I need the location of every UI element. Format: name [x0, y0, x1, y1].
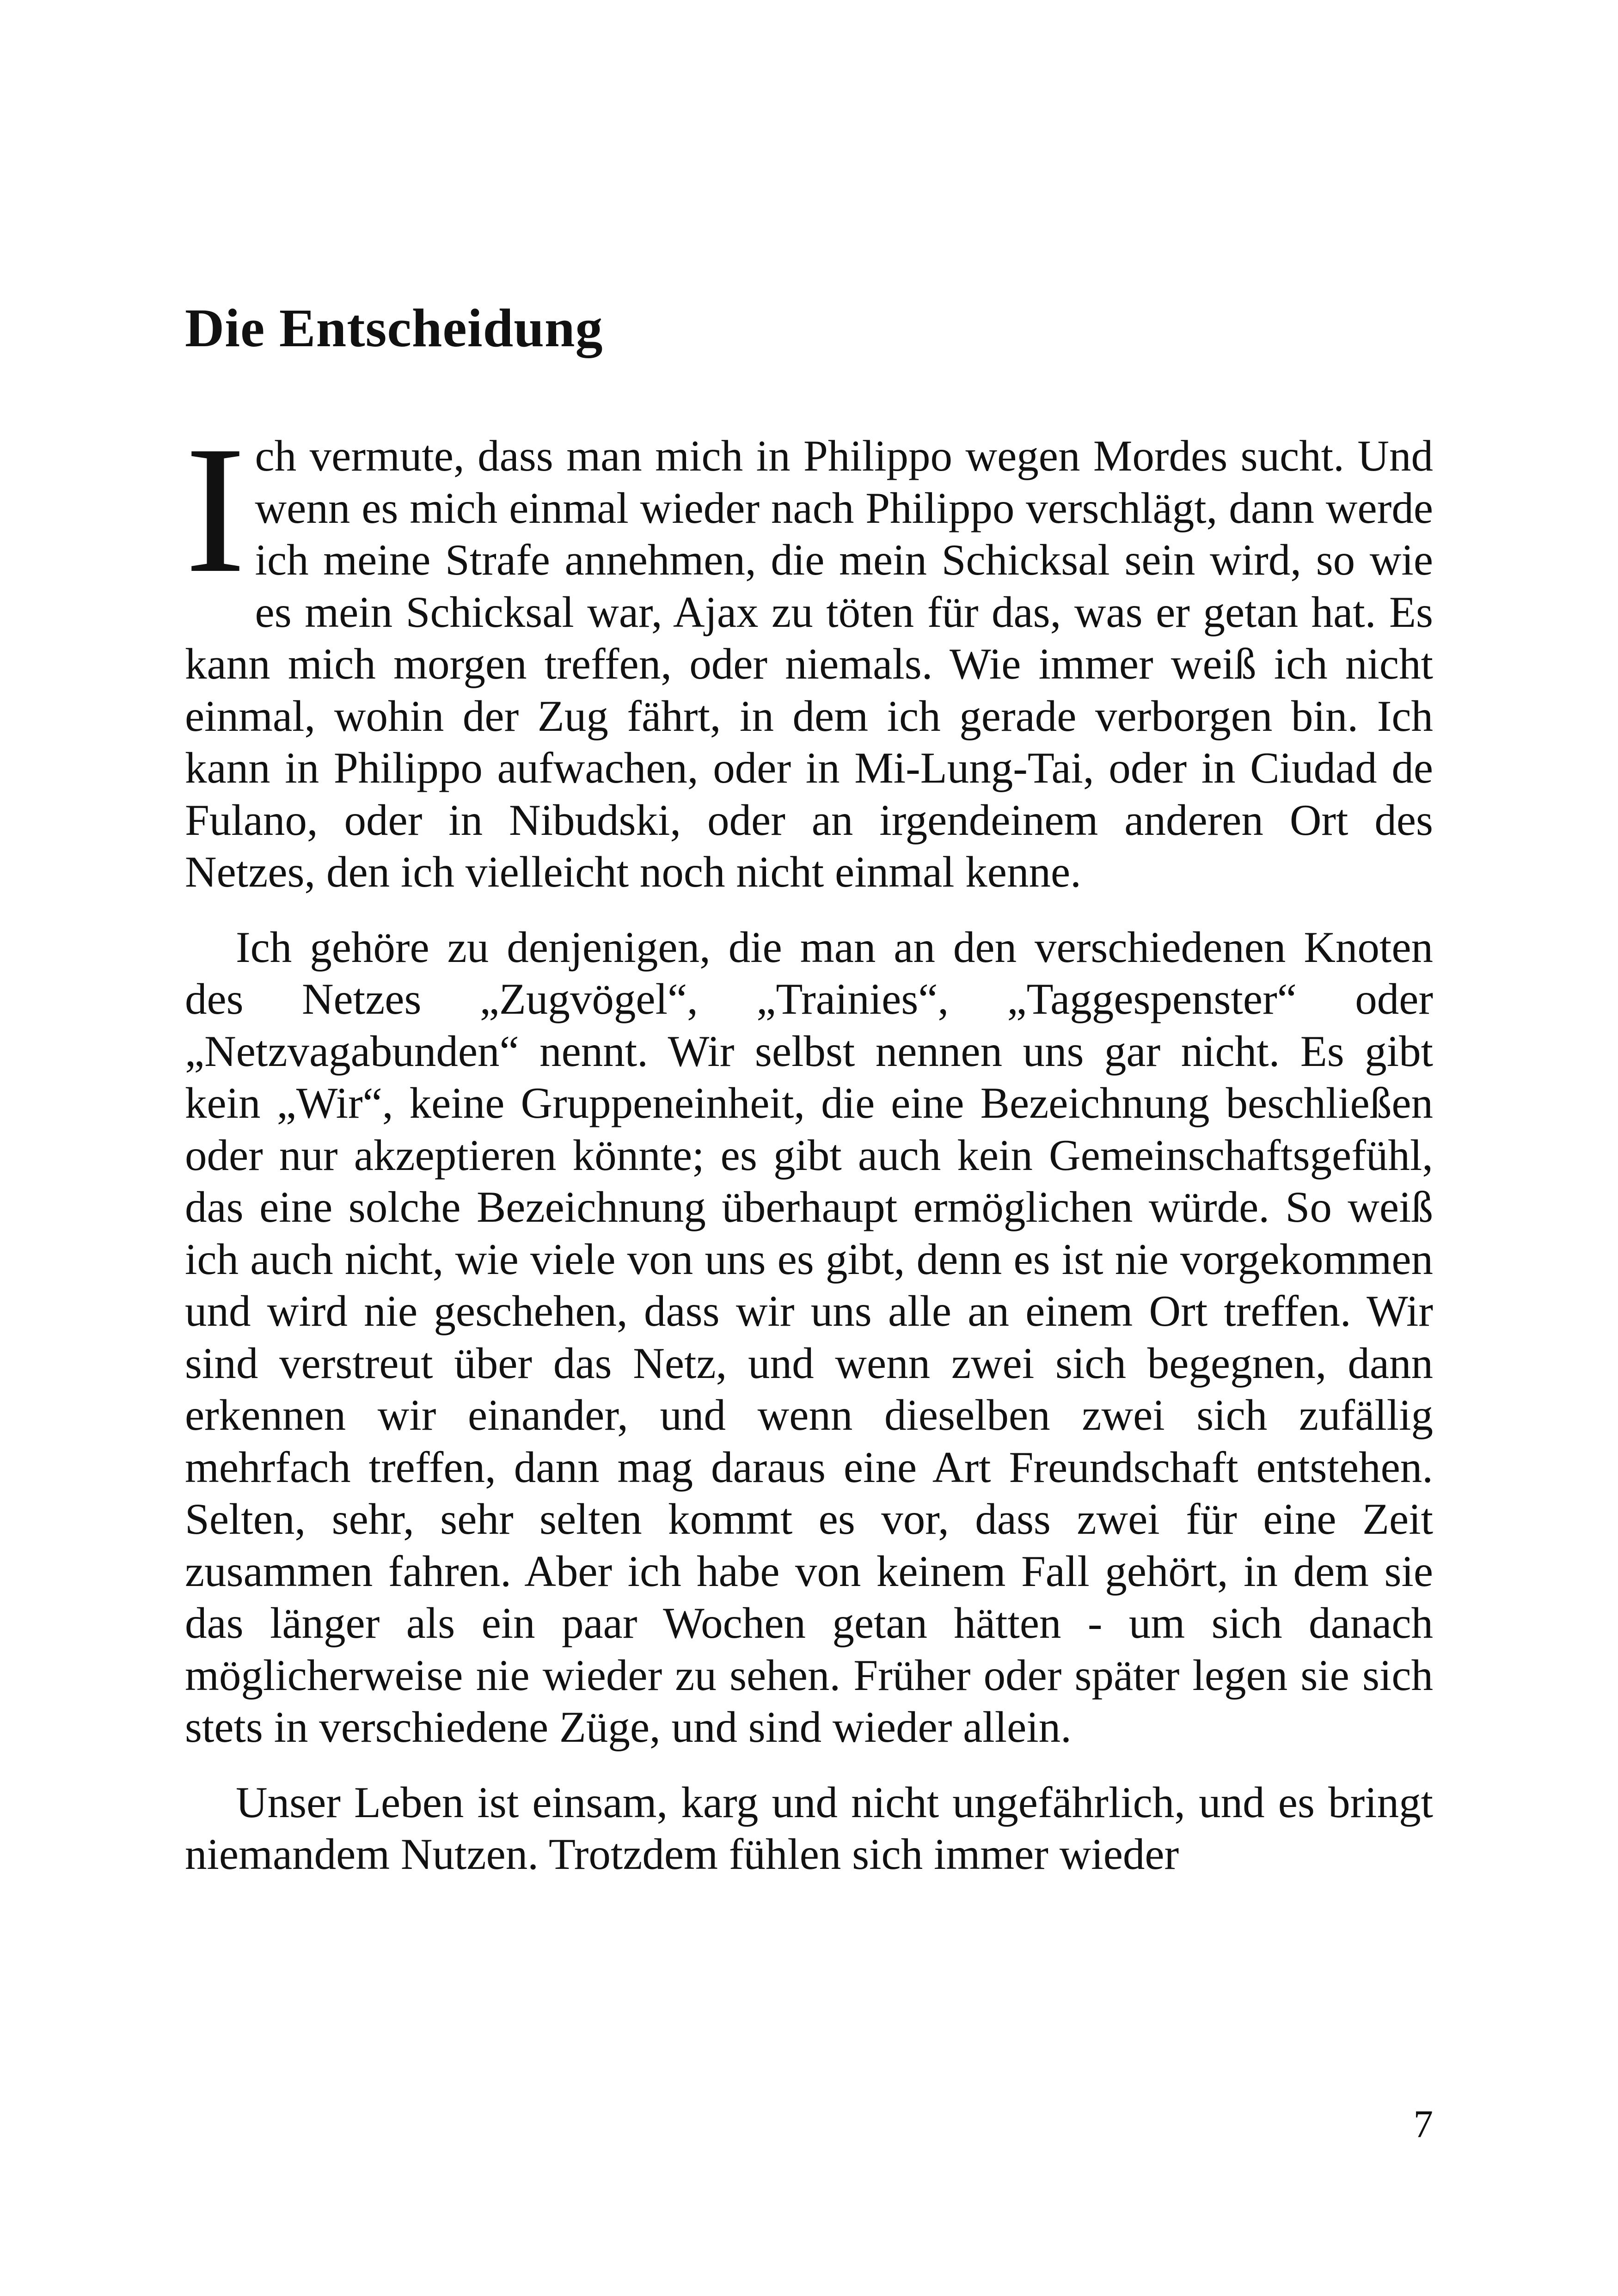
page-number: 7	[1413, 2102, 1433, 2146]
book-page	[185, 0, 1433, 2296]
chapter-body	[185, 409, 1433, 1880]
paragraph-2: Ich gehöre zu denjenigen, die man an den verschiedenen Knoten des Netzes „Zugvögel“, „Trainies“, „Taggespenster“ oder „Netzvagabunden“ nennt. Wir selbst nennen uns gar nicht. Es gibt kein „Wir“, keine Gruppeneinheit, die eine Bezeichnung beschließen oder nur akzeptieren könnte; es gibt auch kein Gemeinschaftsgefühl, das eine solche Bezeichnung überhaupt ermöglichen würde. So weiß ich auch nicht, wie viele von uns es gibt, denn es ist nie vorgekommen und wird nie geschehen, dass wir uns alle an einem Ort treffen. Wir sind verstreut über das Netz, und wenn zwei sich begegnen, dann erkennen wir einander, und wenn dieselben zwei sich zufällig mehrfach treffen, dann mag daraus eine Art Freundschaft entstehen. Selten, sehr, sehr selten kommt es vor, dass zwei für eine Zeit zusammen fahren. Aber ich habe von keinem Fall gehört, in dem sie das länger als ein paar Wochen getan hätten - um sich danach möglicherweise nie wieder zu sehen. Früher oder später legen sie sich stets in verschiedene Züge, und sind wieder allein.	[185, 922, 1433, 1751]
drop-cap: I	[185, 409, 246, 611]
paragraph-3: Unser Leben ist einsam, karg und nicht ungefährlich, und es bringt niemandem Nutzen. Trotzdem fühlen sich immer wieder	[185, 1777, 1433, 1879]
paragraph-1	[185, 409, 1433, 898]
chapter-title: Die Entscheidung	[185, 298, 603, 358]
paragraph-1-text: ch vermute, dass man mich in Philippo wegen Mordes sucht. Und wenn es mich einmal wieder nach Philippo verschlägt, dann werde ich meine Strafe annehmen, die mein Schicksal sein wird, so wie es mein Schicksal war, Ajax zu töten für das, was er getan hat. Es kann mich morgen treffen, oder niemals. Wie immer weiß ich nicht einmal, wohin der Zug fährt, in dem ich gerade verborgen bin. Ich kann in Philippo aufwachen, oder in Mi-Lung-Tai, oder in Ciudad de Fulano, oder in Nibudski, oder an irgendeinem anderen Ort des Netzes, den ich vielleicht noch nicht einmal kenne.	[185, 431, 1433, 896]
